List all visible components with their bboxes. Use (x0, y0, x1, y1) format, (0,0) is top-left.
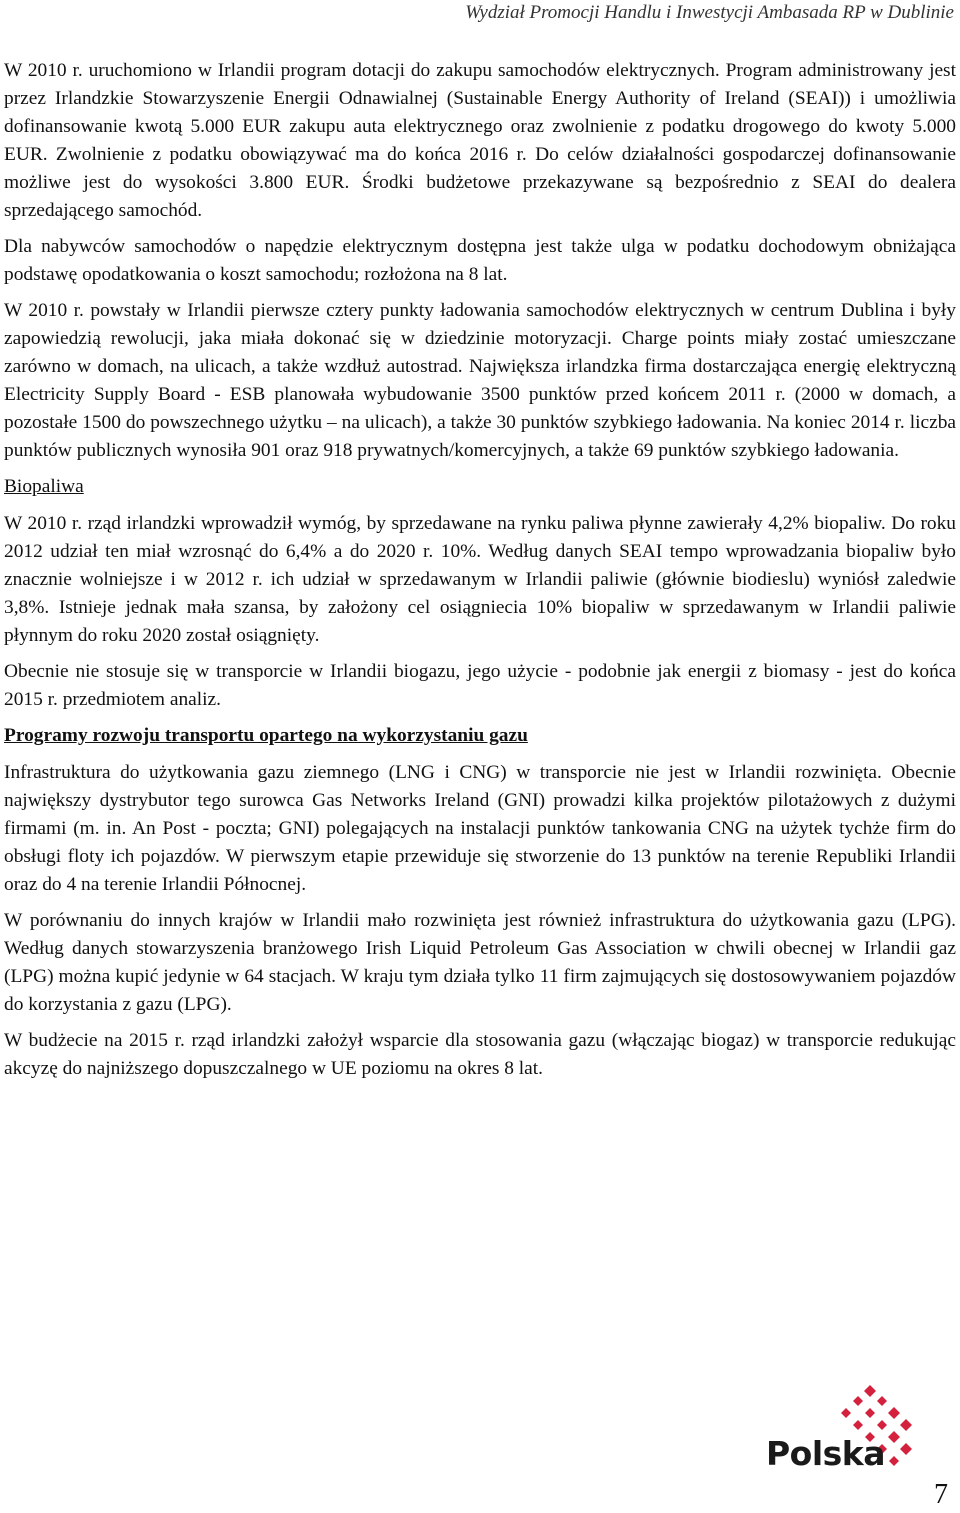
paragraph-budget-2015: W budżecie na 2015 r. rząd irlandzki założył wsparcie dla stosowania gazu (włączając biogaz) w transporcie redukując akcyzę do najniższego dopuszczalnego w UE poziomu na okres 8 lat. (4, 1030, 956, 1079)
logo-diamond-icon (864, 1385, 876, 1397)
heading-gas-transport: Programy rozwoju transportu opartego na wykorzystaniu gazu (4, 725, 528, 746)
logo-diamond-icon (853, 1420, 863, 1430)
polska-logo-text: Polska (766, 1434, 886, 1473)
logo-diamond-icon (888, 1407, 900, 1419)
logo-diamond-icon (877, 1396, 887, 1406)
paragraph-natural-gas: Infrastruktura do użytkowania gazu ziemnego (LNG i CNG) w transporcie nie jest w Irlandii rozwinięta. Obecnie największy dystrybutor tego surowca Gas Networks Ireland (GNI) prowadzi kilka projektów pilotażowych z dużymi firmami (m. in. An Post - poczta; GNI) polegających na instalacji punktów tankowania CNG na użytek tychże firm do obsługi floty ich pojazdów. W pierwszym etapie przewiduje się stworzenie do 13 punktów na terenie Republiki Irlandii oraz do 4 na terenie Irlandii Północnej. (4, 762, 956, 895)
heading-biofuels: Biopaliwa (4, 476, 84, 497)
logo-diamond-icon (865, 1408, 875, 1418)
page-header: Wydział Promocji Handlu i Inwestycji Ambasada RP w Dublinie (465, 2, 954, 23)
paragraph-ev-subsidy: W 2010 r. uruchomiono w Irlandii program dotacji do zakupu samochodów elektrycznych. Program administrowany jest przez Irlandzkie Stowarzyszenie Energii Odnawialnej (Sustainable Energy Authority of Ireland (SEAI)) i umożliwia dofinansowanie kwotą 5.000 EUR zakupu auta elektrycznego oraz zwolnienie z podatku drogowego do kwoty 5.000 EUR. Zwolnienie z podatku obowiązywać ma do końca 2016 r. Do celów działalności gospodarczej dofinansowanie możliwe jest do wysokości 3.800 EUR. Środki budżetowe przekazywane są bezpośrednio z SEAI do dealera sprzedającego samochód. (4, 60, 956, 221)
document-body (4, 57, 956, 1091)
logo-diamond-icon (841, 1408, 851, 1418)
logo-diamond-icon (889, 1456, 899, 1466)
logo-diamond-icon (853, 1396, 863, 1406)
paragraph-charge-points: W 2010 r. powstały w Irlandii pierwsze cztery punkty ładowania samochodów elektrycznych w centrum Dublina i były zapowiedzią rewolucji, jaka miała dokonać się w dziedzinie motoryzacji. Charge points miały zostać umieszczane zarówno w domach, na ulicach, a także wzdłuż autostrad. Największa irlandzka firma dostarczająca energię elektryczną Electricity Supply Board - ESB planowała wybudowanie 3500 punktów przed końcem 2011 r. (2000 w domach, a pozostałe 1500 do powszechnego użytku – na ulicach), a także 30 punktów szybkiego ładowania. Na koniec 2014 r. liczba punktów publicznych wynosiła 901 oraz 918 prywatnych/komercyjnych, a także 69 punktów szybkiego ładowania. (4, 300, 956, 461)
paragraph-lpg: W porównaniu do innych krajów w Irlandii mało rozwinięta jest również infrastruktura do użytkowania gazu (LPG). Według danych stowarzyszenia branżowego Irish Liquid Petroleum Gas Association w chwili obecnej w Irlandii gaz (LPG) można kupić jedynie w 64 stacjach. W kraju tym działa tylko 11 firm zajmujących się dostosowywaniem pojazdów do korzystania z gazu (LPG). (4, 910, 956, 1015)
paragraph-income-tax-relief: Dla nabywców samochodów o napędzie elektrycznym dostępna jest także ulga w podatku dochodowym obniżająca podstawę opodatkowania o koszt samochodu; rozłożona na 8 lat. (4, 236, 956, 285)
paragraph-biogas: Obecnie nie stosuje się w transporcie w Irlandii biogazu, jego użycie - podobnie jak energii z biomasy - jest do końca 2015 r. przedmiotem analiz. (4, 661, 956, 710)
page-number: 7 (934, 1479, 948, 1510)
paragraph-biofuels: W 2010 r. rząd irlandzki wprowadził wymóg, by sprzedawane na rynku paliwa płynne zawierały 4,2% biopaliw. Do roku 2012 udział ten miał wzrosnąć do 6,4% a do 2020 r. 10%. Według danych SEAI tempo wprowadzania biopaliw było znacznie wolniejsze i w 2012 r. ich udział w sprzedawanym w Irlandii paliwie (głównie biodieslu) wyniósł zaledwie 3,8%. Istnieje jednak mała szansa, by założony cel osiągniecia 10% biopaliw w sprzedawanym w Irlandii paliwie płynnym do roku 2020 został osiągnięty. (4, 513, 956, 646)
logo-diamond-icon (900, 1419, 912, 1431)
logo-diamond-icon (888, 1431, 900, 1443)
logo-diamond-icon (877, 1420, 887, 1430)
logo-diamond-icon (900, 1443, 912, 1455)
